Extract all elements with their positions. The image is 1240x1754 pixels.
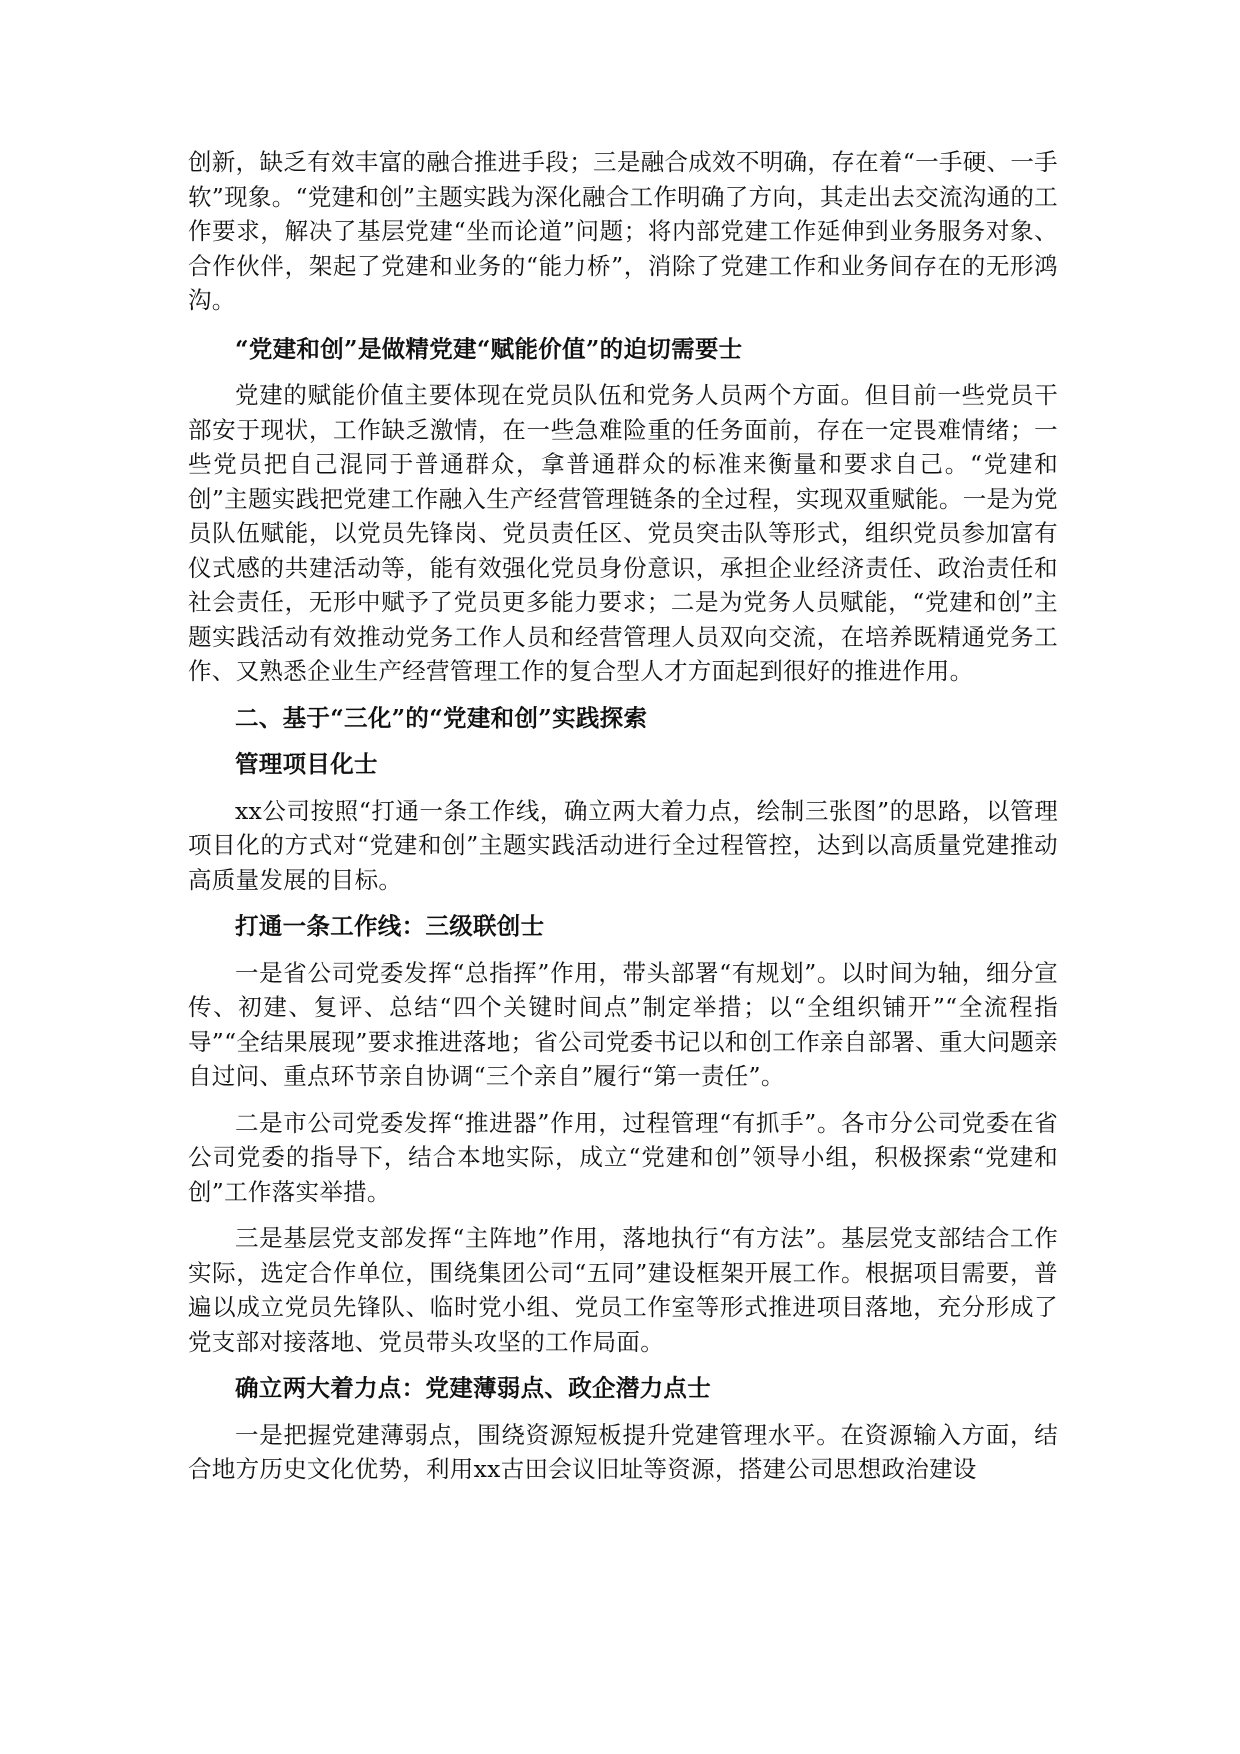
paragraph: 二是市公司党委发挥“推进器”作用，过程管理“有抓手”。各市分公司党委在省公司党委的指导下，结合本地实际，成立“党建和创”领导小组，积极探索“党建和创”工作落实举措。 bbox=[188, 1108, 1058, 1206]
document-body bbox=[188, 145, 1058, 1499]
paragraph: 党建的赋能价值主要体现在党员队伍和党务人员两个方面。但目前一些党员干部安于现状，工作缺乏激情，在一些急难险重的任务面前，存在一定畏难情绪；一些党员把自己混同于普通群众，拿普通群众的标准来衡量和要求自己。“党建和创”主题实践把党建工作融入生产经营管理链条的全过程，实现双重赋能。一是为党员队伍赋能，以党员先锋岗、党员责任区、党员突击队等形式，组织党员参加富有仪式感的共建活动等，能有效强化党员身份意识，承担企业经济责任、政治责任和社会责任，无形中赋予了党员更多能力要求；二是为党务人员赋能，“党建和创”主题实践活动有效推动党务工作人员和经营管理人员双向交流，在培养既精通党务工作、又熟悉企业生产经营管理工作的复合型人才方面起到很好的推进作用。 bbox=[188, 381, 1058, 685]
subsection-heading: 确立两大着力点：党建薄弱点、政企潜力点士 bbox=[235, 1374, 711, 1402]
paragraph: 一是把握党建薄弱点，围绕资源短板提升党建管理水平。在资源输入方面，结合地方历史文化优势，利用xx古田会议旧址等资源，搭建公司思想政治建设 bbox=[188, 1420, 1058, 1483]
paragraph: xx公司按照“打通一条工作线，确立两大着力点，绘制三张图”的思路，以管理项目化的方式对“党建和创”主题实践活动进行全过程管控，达到以高质量党建推动高质量发展的目标。 bbox=[188, 796, 1058, 894]
paragraph: 创新，缺乏有效丰富的融合推进手段；三是融合成效不明确，存在着“一手硬、一手软”现象。“党建和创”主题实践为深化融合工作明确了方向，其走出去交流沟通的工作要求，解决了基层党建“坐而论道”问题；将内部党建工作延伸到业务服务对象、合作伙伴，架起了党建和业务的“能力桥”，消除了党建工作和业务间存在的无形鸿沟。 bbox=[188, 148, 1058, 314]
paragraph: 三是基层党支部发挥“主阵地”作用，落地执行“有方法”。基层党支部结合工作实际，选定合作单位，围绕集团公司“五同”建设框架开展工作。根据项目需要，普遍以成立党员先锋队、临时党小组、党员工作室等形式推进项目落地，充分形成了党支部对接落地、党员带头攻坚的工作局面。 bbox=[188, 1224, 1058, 1356]
section-heading: “党建和创”是做精党建“赋能价值”的迫切需要士 bbox=[235, 334, 743, 363]
subsection-heading: 打通一条工作线：三级联创士 bbox=[235, 912, 545, 940]
subsection-heading: 管理项目化士 bbox=[235, 750, 378, 778]
paragraph: 一是省公司党委发挥“总指挥”作用，带头部署“有规划”。以时间为轴，细分宣传、初建、复评、总结“四个关键时间点”制定举措；以“全组织铺开”“全流程指导”“全结果展现”要求推进落地；省公司党委书记以和创工作亲自部署、重大问题亲自过问、重点环节亲自协调“三个亲自”履行“第一责任”。 bbox=[188, 958, 1058, 1090]
section-heading: 二、基于“三化”的“党建和创”实践探索 bbox=[235, 703, 648, 732]
